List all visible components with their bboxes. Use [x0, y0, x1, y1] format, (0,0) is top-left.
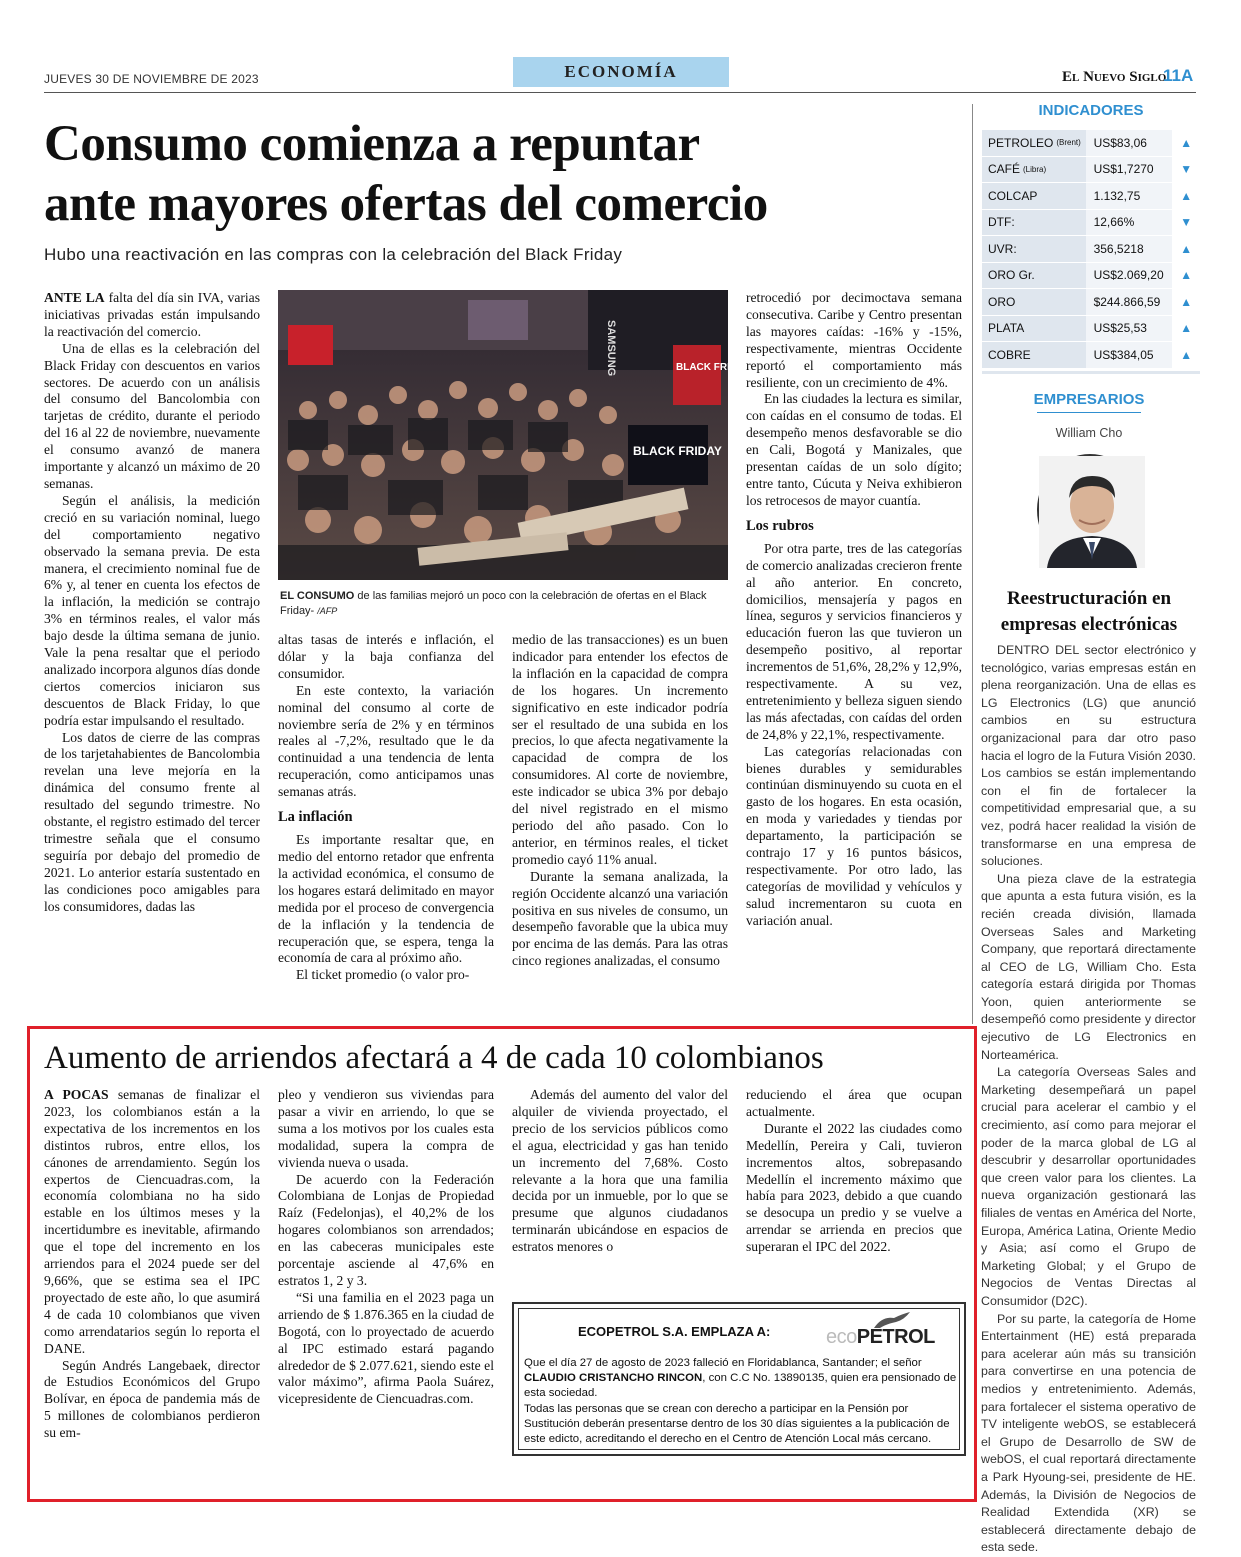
photo-sign-text: BLACK FRIDAY — [676, 362, 751, 373]
indicator-label: CAFÉ — [988, 162, 1021, 177]
indicator-label: ORO — [988, 294, 1016, 309]
caption-text: de las familias mejoró un poco con la celebración de ofertas en el Black Friday- — [280, 590, 707, 617]
lead-in: ANTE LA — [44, 290, 105, 305]
legal-notice — [512, 1302, 966, 1456]
indicator-value: US$384,05 — [1086, 342, 1173, 368]
indicator-row — [982, 263, 1200, 290]
indicator-note: (Libra) — [1023, 164, 1047, 174]
photo-credit: /AFP — [317, 606, 338, 616]
indicator-row — [982, 289, 1200, 316]
indicator-name — [982, 157, 1086, 183]
paragraph: Según Andrés Langebaek, director de Estudios Económicos del Grupo Bolívar, en época de pandemia más de 5 millones de colombianos perdieron su em- — [44, 1357, 260, 1441]
indicator-name — [982, 210, 1086, 236]
sidebar-headline-line-1: Reestructuración en — [1006, 588, 1172, 609]
indicator-value: US$1,7270 — [1086, 157, 1173, 183]
notice-paragraph-1 — [524, 1356, 958, 1401]
paragraph — [44, 290, 260, 341]
paragraph — [44, 1087, 260, 1358]
indicator-row — [982, 236, 1200, 263]
indicators-table — [982, 130, 1200, 369]
paragraph: Una de ellas es la celebración del Black Friday con descuentos en varios sectores. De acuerdo con un análisis del consumo del Bancolombia con tarjetas de crédito, durante el periodo del 16 al 22 de noviembre, nuevamente el consumo avanzó de manera importante y alcanzó un máximo de 20 semanas. — [44, 340, 260, 491]
paragraph: Los datos de cierre de las compras de los tarjetahabientes de Bancolombia revelan una leve mejoría en la dinámica del consumo frente al resultado del segundo trimestre. No obstante, el registro estimado del tercer trimestre señala que el consumo seguiría por debajo del promedio de 2021. Lo anterior estaría sustentado en las condiciones poco amigables para los consumidores, dadas las — [44, 729, 260, 914]
indicator-name — [982, 342, 1086, 368]
headline-line-2: ante mayores ofertas del comercio — [44, 176, 768, 232]
notice-title: ECOPETROL S.A. EMPLAZA A: — [578, 1324, 771, 1339]
subhead-rubros: Los rubros — [746, 517, 814, 534]
indicator-row — [982, 210, 1200, 237]
paragraph: altas tasas de interés e inflación, el dólar y la baja confianza del consumidor. — [278, 632, 494, 681]
article2-column-4 — [746, 1087, 962, 1256]
page-date: JUEVES 30 DE NOVIEMBRE DE 2023 — [44, 72, 259, 86]
indicator-name — [982, 183, 1086, 209]
paragraph: “Si una familia en el 2023 paga un arriendo de $ 1.876.365 en la ciudad de Bogotá, con lo proyectado de acuerdo al IPC estimado estará pagando alrededor de $ 2.077.621, siendo este el valor máximo”, afirma Paola Suárez, vicepresidente de Ciencuadras.com. — [278, 1289, 494, 1407]
section-banner — [513, 57, 729, 87]
header-rule — [44, 92, 1196, 93]
trend-up-icon: ▲ — [1180, 294, 1193, 309]
sidebar-headline — [980, 586, 1198, 638]
indicator-row — [982, 130, 1200, 157]
logo-suffix: PETROL — [856, 1326, 935, 1348]
indicator-value: 356,5218 — [1086, 236, 1173, 262]
paragraph: Durante la semana analizada, la región Occidente alcanzó una variación positiva en sus niveles de consumo, un desempeño favorable que la ubica muy por encima de las demás. Para las otras cinco regiones analizadas, el consumo — [512, 868, 728, 969]
indicator-value: $244.866,59 — [1086, 289, 1173, 315]
empresarios-title: EMPRESARIOS — [1033, 391, 1145, 408]
paragraph: Una pieza clave de la estrategia que apunta a esta futura visión, es la recién creada división, llamada Overseas Sales and Marketing Company, que reportará directamente al CEO de LG, William Cho. Esta categoría estará dirigida por Thomas Yoon, quien anteriormente se desempeñó como presidente y director ejecutivo de LG Electronics en Norteamérica. — [981, 871, 1196, 1062]
trend-down-icon: ▼ — [1180, 215, 1193, 230]
indicator-name — [982, 263, 1086, 289]
newspaper-name: El Nuevo Siglo — [1062, 69, 1167, 85]
article2-headline: Aumento de arriendos afectará a 4 de cada 10 colombianos — [44, 1040, 824, 1076]
sidebar-body — [981, 642, 1196, 1557]
article2-column-3 — [512, 1087, 728, 1256]
indicator-note: (Brent) — [1056, 138, 1081, 148]
iguana-logo-icon — [872, 1308, 912, 1330]
notice-text: , con C.C No. 13890135, quien era pensionado de esta sociedad. — [524, 1372, 957, 1399]
trend-up-icon: ▲ — [1180, 347, 1193, 362]
paragraph: Durante el 2022 las ciudades como Medellín, Pereira y Cali, tuvieron incrementos altos, sobrepasando Medellín el incremento máximo que había para 2023, debido a que cuando se desocupa un predio y se vuelve a arrendar se arrienda en precios que superaran el IPC del 2022. — [746, 1120, 962, 1255]
paragraph: reduciendo el área que ocupan actualmente. — [746, 1087, 962, 1119]
article-column-2 — [278, 632, 494, 984]
indicator-value: US$83,06 — [1086, 130, 1173, 156]
indicators-box — [982, 102, 1200, 374]
paragraph: El ticket promedio (o valor pro- — [296, 967, 470, 983]
paragraph: Por otra parte, tres de las categorías de comercio analizadas crecieron frente al año anterior. En concreto, domicilios, mensajería y pagos en línea, seguros y servicios financieros y educación fueron las que tuvieron un desempeño positivo, al reportar incrementos de 51,6%, 28,2% y 12,9%, respectivamente. A su vez, entretenimiento y belleza siguen siendo las más afectadas, con caídas del orden de 24,8% y 22,1%, respectivamente. — [746, 540, 962, 742]
trend-up-icon: ▲ — [1180, 135, 1193, 150]
indicator-label: PLATA — [988, 321, 1025, 336]
paragraph: De acuerdo con la Federación Colombiana de Lonjas de Propiedad Raíz (Fedelonjas), el 40,2% de los hogares colombianos son arrendados; en las cabeceras municipales este porcentaje asciende al 47,6% en estratos 1, 2 y 3. — [278, 1171, 494, 1288]
notice-name: CLAUDIO CRISTANCHO RINCON — [524, 1372, 703, 1384]
indicator-name — [982, 236, 1086, 262]
article-column-4 — [746, 290, 962, 930]
crowd-photo-illustration — [278, 290, 751, 580]
indicator-label: DTF: — [988, 215, 1015, 230]
indicator-row — [982, 157, 1200, 184]
indicator-value: US$2.069,20 — [1086, 263, 1173, 289]
paragraph: La categoría Overseas Sales and Marketing desempeñará un papel crucial para acelerar el cambio y el crecimiento, así como para mejorar el poder de la marca global de LG al descubrir y desarrollar oportunidades que creen valor para los clientes. La nueva organización gestionará las filiales de ventas en América del Norte, Europa, América Latina, Oriente Medio y Asia; así como el Grupo de Marketing Global; y el Grupo de Negocios de Ventas Directas al Consumidor (D2C). — [981, 1065, 1196, 1308]
indicator-name — [982, 130, 1086, 156]
indicator-label: ORO Gr. — [988, 268, 1035, 283]
section-title: ECONOMÍA — [564, 62, 678, 81]
paragraph: Según el análisis, la medición creció en su variación nominal, luego del comportamiento negativo observado la semana previa. De esta manera, el crecimiento nominal fue de 6% y, al tener en cuenta los efectos de la inflación, la medición se contrajo 3% en términos reales, el valor más bajo desde la última semana de junio. Vale la pena resaltar que el periodo analizado incorpora algunos días donde ciertos comercios iniciaron sus descuentos de Black Friday, lo que podría estar impulsando el resultado. — [44, 492, 260, 728]
notice-text: Que el día 27 de agosto de 2023 falleció en Floridablanca, Santander; el señor — [524, 1357, 922, 1369]
page-number: 11A — [1163, 66, 1194, 85]
news-photo — [278, 290, 751, 580]
paragraph: DENTRO DEL sector electrónico y tecnológico, varias empresas están en plena reorganización. Una de ellas es LG Electronics (LG) que anunció cambios en su estructura organizacional para dar otro paso hacia el logro de la Futura Visión 2030. Los cambios se están implementando con el fin de fortalecer la competitividad empresarial que, a su vez, podrá hacer realidad la visión de transformarse en una empresa de soluciones. — [981, 643, 1196, 869]
trend-up-icon: ▲ — [1180, 188, 1193, 203]
indicator-row — [982, 342, 1200, 369]
paragraph-text: falta del día sin IVA, varias iniciativas privadas están impulsando la reactivación del comercio. — [44, 290, 260, 339]
trend-down-icon: ▼ — [1180, 162, 1193, 177]
empresarios-title-rule — [1037, 412, 1141, 413]
indicator-row — [982, 316, 1200, 343]
paragraph: En las ciudades la lectura es similar, con caídas en el consumo de todas. El desempeño menos desfavorable se dio en Cali, Bogotá y Manizales, que presentan caídas de un solo dígito; entre tanto, Cúcuta y Neiva exhibieron los retrocesos de mayor cuantía. — [746, 391, 962, 508]
paragraph: Es importante resaltar que, en medio del entorno retador que enfrenta la actividad económica, el consumo de los hogares estará delimitado en mayor medida por el proceso de convergencia de la inflación y la tendencia de recuperación que, se espera, tenga la economía de cara al próximo año. — [278, 832, 494, 966]
article2-column-2 — [278, 1087, 494, 1408]
paragraph-text: semanas de finalizar el 2023, los colombianos están a la expectativa de los incrementos en los distintos rubros, entre ellos, los cánones de arrendamiento. Según los expertos de Ciencuadras.com, la economía colombiana no ha sido estable en los últimos meses y la incertidumbre es inevitable, afirmando que el tope del incremento en los arriendos para el 2024 puede ser del 9,66%, que se estima sea el IPC proyectado de este año, lo que asumirá 4 de cada 10 colombianos que viven como arrendatarios según lo reporta el DANE. — [44, 1087, 260, 1356]
lead-in: A POCAS — [44, 1087, 109, 1102]
indicator-name — [982, 289, 1086, 315]
article-column-1 — [44, 290, 260, 916]
indicator-row — [982, 183, 1200, 210]
paragraph: retrocedió por decimoctava semana consecutiva. Caribe y Centro presentan las mayores caídas: -16% y -15%, respectivamente, mientras Occidente reportó el comportamiento más resiliente, con un crecimiento de 4%. — [746, 290, 962, 390]
paragraph: Por su parte, la categoría de Home Entertainment (HE) está preparada para acelerar aún más su transición para convertirse en una potencia de medios y entretenimiento. Además, para fortalecer el sistema operativo de TV inteligente webOS, se establecerá el Grupo de Desarrollo de SW de webOS, el cual reportará directamente a Park Hyoung-sei, presidente de HE. Además, la División de Negocios de Realidad Extendida (XR) se establecerá directamente debajo de esta sede. — [981, 1311, 1196, 1555]
indicator-value: 1.132,75 — [1086, 183, 1173, 209]
main-subhead: Hubo una reactivación en las compras con la celebración del Black Friday — [44, 245, 623, 264]
sidebar-headline-line-2: empresas electrónicas — [1000, 614, 1178, 635]
trend-up-icon: ▲ — [1180, 321, 1193, 336]
portrait-illustration — [1039, 456, 1145, 568]
paragraph: Además del aumento del valor del alquiler de vivienda proyectado, el precio de los servicios públicos como el agua, electricidad y gas han tenido un incremento del 7,68%. Costo relevante a la hora que una familia decida por un inmueble, por lo que se presume que algunos ciudadanos terminarán ubicándose en espacios de estratos menores o — [512, 1087, 728, 1255]
paragraph: En este contexto, la variación nominal del consumo al corte de noviembre sería de 2% y en términos reales al -7,2%, resultado que le da continuidad a una tendencia de lenta recuperación, como anticipamos unas semanas atrás. — [278, 682, 494, 800]
paragraph: Las categorías relacionadas con bienes durables y semidurables continúan disminuyendo su cuota en el gasto de los hogares. En esta ocasión, en moda y variedades y tiendas por departamento, la participación se contrajo 17 y 16 puntos básicos, respectivamente. Por otro lado, las categorías de movilidad y vehículos y salud incrementaron su cuota en variación anual. — [746, 743, 962, 928]
avatar — [1037, 454, 1143, 566]
indicator-label: COBRE — [988, 347, 1031, 362]
paragraph: medio de las transacciones) es un buen indicador para entender los efectos de la inflación en la capacidad de compra de los hogares. Un incremento significativo en este indicador podría ser el resultado de una subida en los precios, lo que afecta negativamente la capacidad de compra de los consumidores. Al corte de noviembre, este indicador se ubica 3% por debajo del nivel registrado en el mismo periodo del año pasado. Con lo anterior, en términos reales, el ticket promedio cayó 11% anual. — [512, 632, 728, 867]
subhead-inflacion: La inflación — [278, 809, 353, 826]
indicator-value: US$25,53 — [1086, 316, 1173, 342]
indicators-bottom-rule — [982, 371, 1200, 374]
indicator-label: UVR: — [988, 241, 1017, 256]
headline-line-1: Consumo comienza a repuntar — [44, 116, 700, 172]
indicator-label: COLCAP — [988, 188, 1038, 203]
logo-prefix: eco — [826, 1326, 857, 1348]
indicator-name — [982, 316, 1086, 342]
photo-sign-text: SAMSUNG — [605, 320, 617, 377]
indicators-title: INDICADORES — [1038, 102, 1144, 119]
paragraph: pleo y vendieron sus viviendas para pasar a vivir en arriendo, lo que se suma a los motivos por los cuales esta modalidad, supera la compra de vivienda nueva o usada. — [278, 1087, 494, 1170]
photo-sign-text: BLACK FRIDAY — [633, 444, 722, 458]
article2-column-1 — [44, 1087, 260, 1442]
caption-lead: EL CONSUMO — [280, 590, 355, 602]
main-headline — [44, 114, 964, 234]
indicator-value: 12,66% — [1086, 210, 1173, 236]
person-name: William Cho — [1055, 426, 1123, 440]
trend-up-icon: ▲ — [1180, 268, 1193, 283]
notice-paragraph-2: Todas las personas que se crean con derecho a participar en la Pensión por Sustitución deberán presentarse dentro de los 30 días siguientes a la publicación de este edicto, acreditando el derecho en el Centro de Atención Local más cercano. — [524, 1403, 950, 1445]
indicator-label: PETROLEO — [988, 135, 1054, 150]
trend-up-icon: ▲ — [1180, 241, 1193, 256]
article-column-3 — [512, 632, 728, 970]
sidebar-divider — [972, 104, 973, 1024]
photo-caption — [280, 589, 730, 619]
